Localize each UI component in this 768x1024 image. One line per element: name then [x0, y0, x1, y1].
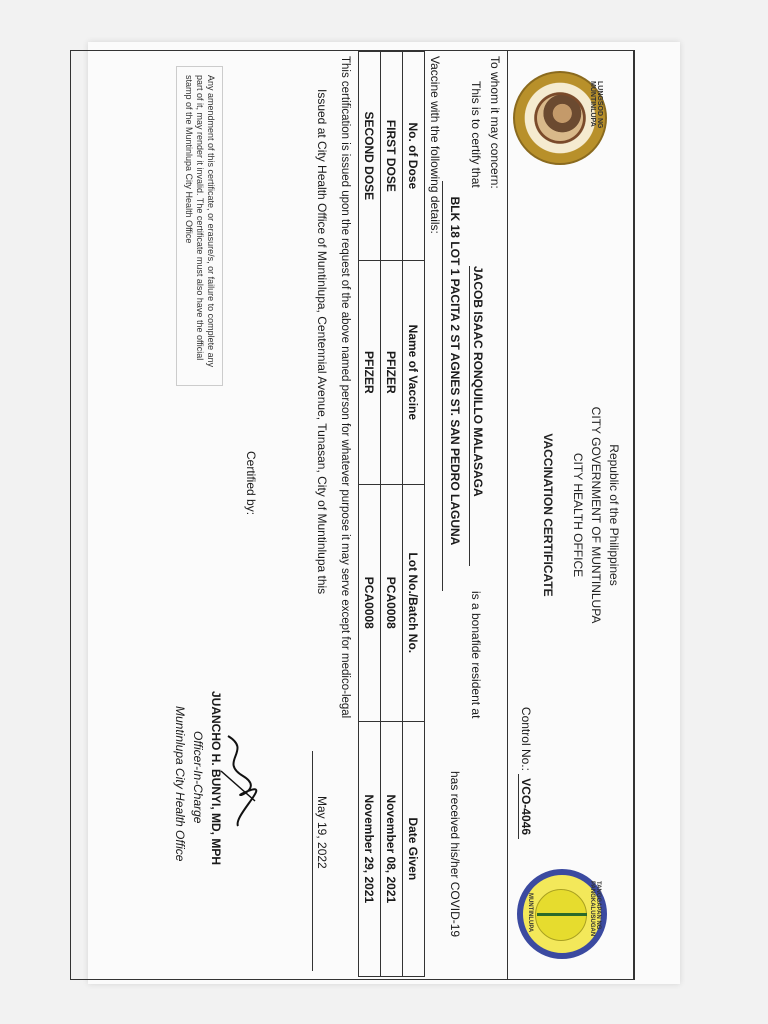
details-intro: Vaccine with the following details: [428, 56, 442, 234]
certified-by-label: Certified by: [244, 451, 258, 516]
row1-vaccine: PFIZER [381, 260, 403, 484]
row2-date: November 29, 2021 [359, 721, 381, 976]
control-number [519, 707, 533, 839]
issued-at-text: Issued at City Health Office of Muntinlupa, Centennial Avenue, Tunasan, City of Muntinlupa this [315, 89, 329, 595]
seal-right-top-text: TANGGAPAN NG PANGKALUSUGAN [589, 881, 601, 937]
certificate [70, 50, 635, 980]
office-label: CITY HEALTH OFFICE [571, 452, 585, 578]
table-header-row [403, 52, 425, 977]
certificate-header [539, 51, 623, 979]
row1-lot: PCA0008 [381, 485, 403, 722]
republic-label: Republic of the Philippines [607, 444, 621, 586]
address-underline [442, 181, 443, 591]
signatory-name: JUANCHO H. BUNYI, MD, MPH [209, 691, 223, 866]
control-label: Control No.: [519, 706, 533, 771]
row2-lot: PCA0008 [359, 485, 381, 722]
seal-left-text: LUNGSOD NG MUNTINLUPA [589, 81, 603, 129]
purpose-text: This certification is issued upon the request of the above named person for whatever purpose it may serve except for medico-legal [339, 56, 351, 719]
salutation: To whom it may concern: [488, 56, 502, 189]
table-row [359, 52, 381, 977]
control-value: VCO-4046 [518, 774, 533, 839]
issue-date: May 19, 2022 [315, 796, 329, 869]
city-government-label: CITY GOVERNMENT OF MUNTINLUPA [589, 406, 603, 624]
header-date: Date Given [403, 721, 425, 976]
row1-date: November 08, 2021 [381, 721, 403, 976]
certify-prefix: This is to certify that [469, 81, 483, 188]
table-row [381, 52, 403, 977]
row2-dose: SECOND DOSE [359, 52, 381, 261]
signatory-office: Muntinlupa City Health Office [173, 706, 187, 862]
row2-vaccine: PFIZER [359, 260, 381, 484]
person-name: JACOB ISAAC RONQUILLO MALASAGA [469, 266, 485, 566]
amendment-note: Any amendment of this certificate, or erasure/s, or failure to complete any part of it, may render it invalid. The certificate must also have the official stamp of the Muntinlupa City Health Office [176, 66, 223, 386]
date-underline [312, 751, 313, 971]
person-address: BLK 18 LOT 1 PACITA 2 ST AGNES ST. SAN PEDRO LAGUNA [448, 196, 462, 546]
header-vaccine: Name of Vaccine [403, 260, 425, 484]
resident-suffix: is a bonafide resident at [469, 591, 483, 719]
certificate-title: VACCINATION CERTIFICATE [541, 433, 555, 597]
vaccine-table [358, 51, 425, 977]
header-dose: No. of Dose [403, 52, 425, 261]
received-text: has received his/her COVID-19 [448, 771, 462, 938]
header-divider [507, 51, 508, 979]
seal-right-bottom-text: MUNTINLUPA [527, 893, 533, 933]
signatory-title: Officer-In-Charge [191, 731, 205, 824]
row1-dose: FIRST DOSE [381, 52, 403, 261]
header-lot: Lot No./Batch No. [403, 485, 425, 722]
signatory-block [173, 691, 223, 961]
